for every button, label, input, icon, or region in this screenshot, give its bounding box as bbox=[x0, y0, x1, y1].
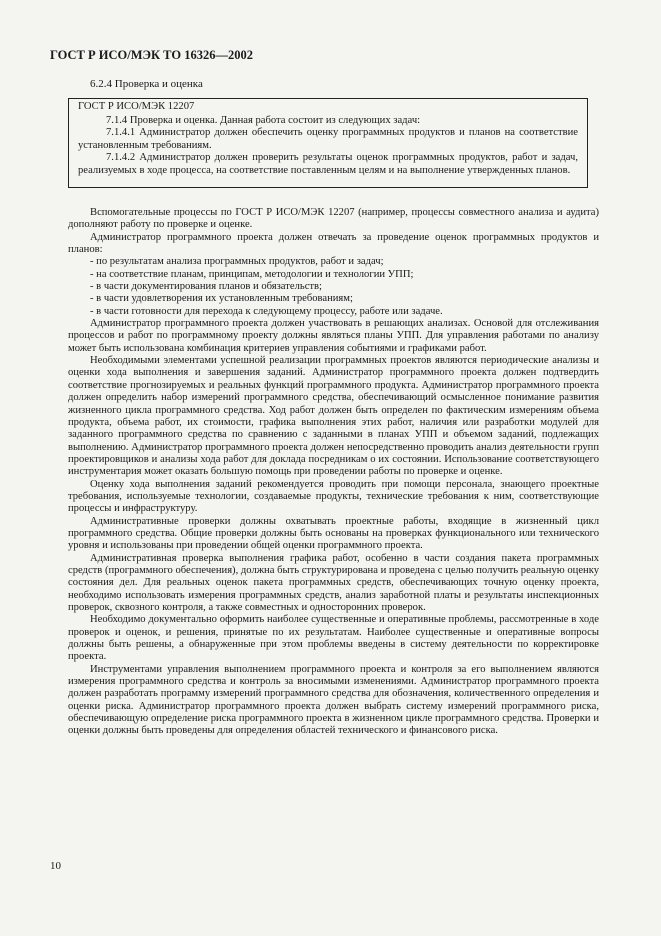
quote-title: ГОСТ Р ИСО/МЭК 12207 bbox=[78, 101, 195, 112]
list-item: - в части готовности для перехода к следующему процессу, работе или задаче. bbox=[90, 305, 443, 317]
body-paragraph: Оценку хода выполнения заданий рекомендуется проводить при помощи персонала, знающего проектные требования, используемые технологии, создаваемые продукты, технические требования к ним, соответствующие процессы и инфраструктуру. bbox=[68, 478, 599, 515]
page-number: 10 bbox=[50, 860, 61, 872]
body-paragraph: Административная проверка выполнения графика работ, особенно в части создания пакета программных средств (программного обеспечения), должна быть структурирована и проведена с целью получить реальную оценку состояния дел. Для реальных оценок пакета программных средств, обеспечивающих точную оценку проекта, необходимо использовать измерения программных средств, анализ заработной платы и результаты инспекционных проверок, сквозного контроля, а также совместных и односторонних проверок. bbox=[68, 552, 599, 613]
body-paragraph: Необходимо документально оформить наиболее существенные и оперативные проблемы, рассмотренные в ходе проверок и оценок, и решения, принятые по их результатам. Наиболее существенные и оперативные вопросы должны быть решены, а обнаруженные при этом проблемы введены в систему деятельности по корректировке проекта. bbox=[68, 614, 599, 663]
body-paragraph: Администратор программного проекта должен отвечать за проведение оценок программных продуктов и планов: bbox=[68, 231, 599, 256]
quote-paragraph: 7.1.4.1 Администратор должен обеспечить оценку программных продуктов и планов на соответствие установленным требованиям. bbox=[78, 127, 578, 151]
list-item: - на соответствие планам, принципам, методологии и технологии УПП; bbox=[90, 268, 414, 280]
list-item: - в части документирования планов и обязательств; bbox=[90, 281, 322, 293]
body-text bbox=[68, 207, 599, 738]
quote-paragraph: 7.1.4.2 Администратор должен проверить результаты оценок программных продуктов, работ и задач, реализуемых в ходе процесса, на соответствие поставленным целям и на выполнение утвержденных планов. bbox=[78, 152, 578, 176]
body-paragraph: Администратор программного проекта должен участвовать в решающих анализах. Основой для отслеживания процессов и работ по программному проекту должны являться планы УПП. Для управления работами по анализу может быть использована комбинация критериев управления событиями и графиками работ. bbox=[68, 318, 599, 354]
quoted-standard-box bbox=[68, 98, 588, 188]
body-paragraph: Необходимыми элементами успешной реализации программных проектов являются периодические анализы и оценки хода выполнения и завершения заданий. Администратор программного проекта должен подтвердить соответствие прогнозируемых и реальных функций программного продукта. Администратор программного проекта должен определить набор измерений программного средства, обеспечивающий осмысленное понимание развития жизненного цикла программного средства. Ход работ должен быть определен по фактическим измерениям объема продукта, объема работ, их стоимости, графика выполнения этих работ, наличия или разработки модулей для заданного программного средства по сравнению с заданными в планах УПП и объемом заданий, подлежащих выполнению. Администратор программного проекта должен непосредственно проводить анализ деятельности групп проектировщиков и анализы хода работ для доклада посредникам о их состоянии. Использование соответствующего инструментария может оказать большую помощь при проведении работы по проверке и оценке. bbox=[68, 355, 599, 478]
body-paragraph: Вспомогательные процессы по ГОСТ Р ИСО/МЭК 12207 (например, процессы совместного анализа и аудита) дополняют работу по проверке и оценке. bbox=[68, 207, 599, 231]
body-paragraph: Инструментами управления выполнением программного проекта и контроля за его выполнением являются измерения программного средства и контроль за вносимыми изменениями. Администратор программного проекта должен разработать программу измерений программного средства для обозначения, количественного определения и оценки риска. Администратор программного проекта должен выбрать систему измерений программного риска, обеспечивающую определение риска программного проекта в жизненном цикле программного средства. Проверки и оценки должны быть проведены для определения областей технического и финансового риска. bbox=[68, 663, 599, 737]
list-item: - по результатам анализа программных продуктов, работ и задач; bbox=[90, 256, 384, 268]
section-title: 6.2.4 Проверка и оценка bbox=[90, 78, 203, 90]
body-paragraph: Административные проверки должны охватывать проектные работы, входящие в жизненный цикл программного средства. Общие проверки должны быть основаны на проверках функционального или технического уровня и использованы при проведении общей оценки программного проекта. bbox=[68, 515, 599, 552]
quote-paragraph: 7.1.4 Проверка и оценка. Данная работа состоит из следующих задач: bbox=[106, 114, 421, 126]
document-header: ГОСТ Р ИСО/МЭК ТО 16326—2002 bbox=[50, 48, 253, 62]
list-item: - в части удовлетворения их установленным требованиям; bbox=[90, 293, 353, 305]
